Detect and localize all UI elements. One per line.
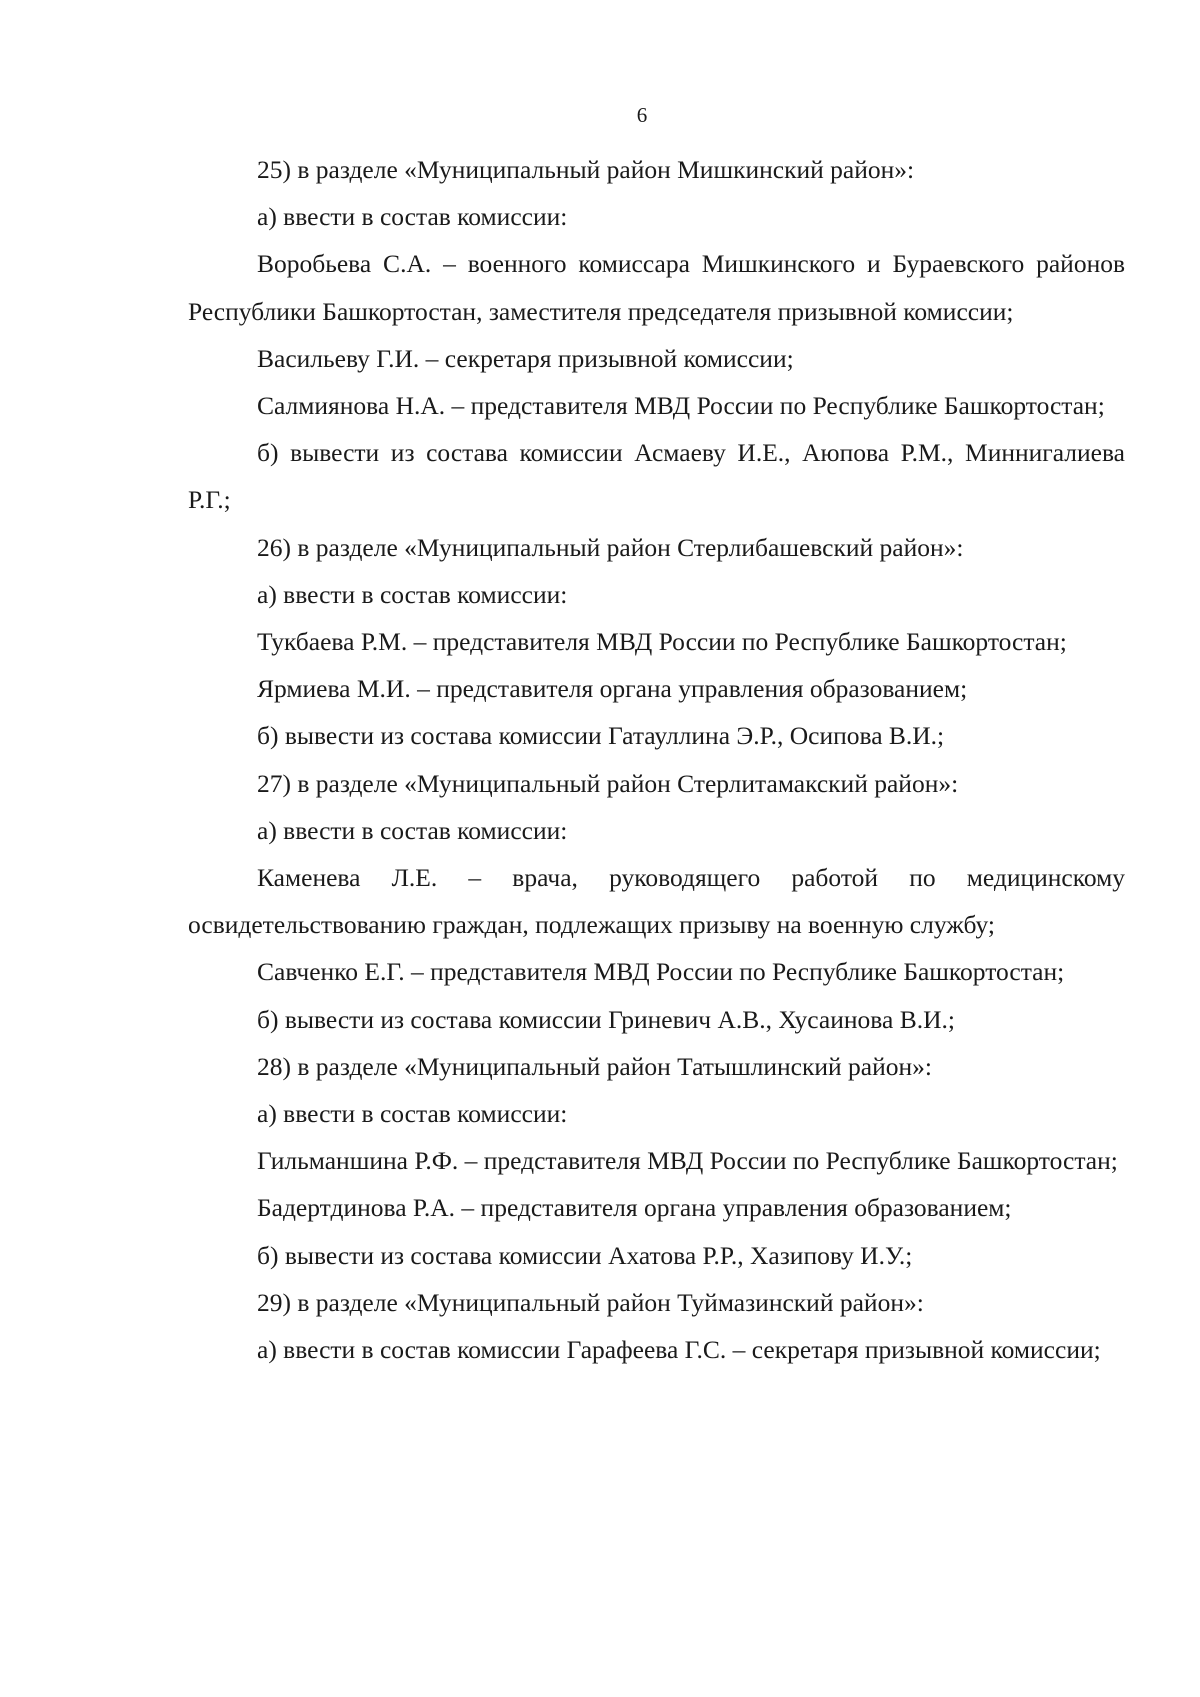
paragraph: Васильеву Г.И. – секретаря призывной комиссии; — [257, 343, 794, 373]
paragraph: а) ввести в состав комиссии: — [257, 579, 568, 609]
paragraph: б) вывести из состава комиссии Асмаеву И.Е., Аюпова Р.М., Миннигалиева Р.Г.; — [188, 438, 1125, 515]
document-body — [188, 146, 1125, 1373]
paragraph: Ярмиева М.И. – представителя органа управления образованием; — [257, 674, 968, 704]
paragraph: Савченко Е.Г. – представителя МВД России по Республике Башкортостан; — [257, 957, 1065, 987]
paragraph: 28) в разделе «Муниципальный район Татышлинский район»: — [257, 1051, 932, 1081]
paragraph: б) вывести из состава комиссии Гатауллина Э.Р., Осипова В.И.; — [257, 721, 945, 751]
paragraph: а) ввести в состав комиссии: — [257, 815, 568, 845]
paragraph: Каменева Л.Е. – врача, руководящего работой по медицинскому освидетельствованию граждан, подлежащих призыву на военную службу; — [188, 863, 1125, 940]
paragraph: 29) в разделе «Муниципальный район Туймазинский район»: — [257, 1287, 924, 1317]
paragraph: б) вывести из состава комиссии Гриневич А.В., Хусаинова В.И.; — [257, 1004, 955, 1034]
paragraph: Воробьева С.А. – военного комиссара Мишкинского и Бураевского районов Республики Башкортостан, заместителя председателя призывной комиссии; — [188, 249, 1125, 326]
paragraph: Тукбаева Р.М. – представителя МВД России по Республике Башкортостан; — [257, 627, 1067, 657]
paragraph: а) ввести в состав комиссии: — [257, 1099, 568, 1129]
paragraph: Гильманшина Р.Ф. – представителя МВД России по Республике Башкортостан; — [257, 1146, 1118, 1176]
paragraph: Салмиянова Н.А. – представителя МВД России по Республике Башкортостан; — [257, 391, 1105, 421]
paragraph: а) ввести в состав комиссии Гарафеева Г.С. – секретаря призывной комиссии; — [257, 1335, 1101, 1365]
paragraph: а) ввести в состав комиссии: — [257, 202, 568, 232]
paragraph: 26) в разделе «Муниципальный район Стерлибашевский район»: — [257, 532, 964, 562]
paragraph: 27) в разделе «Муниципальный район Стерлитамакский район»: — [257, 768, 959, 798]
paragraph: Бадертдинова Р.А. – представителя органа управления образованием; — [257, 1193, 1012, 1223]
page-number: 6 — [636, 103, 648, 127]
paragraph: 25) в разделе «Муниципальный район Мишкинский район»: — [257, 155, 915, 184]
paragraph: б) вывести из состава комиссии Ахатова Р.Р., Хазипову И.У.; — [257, 1240, 913, 1270]
